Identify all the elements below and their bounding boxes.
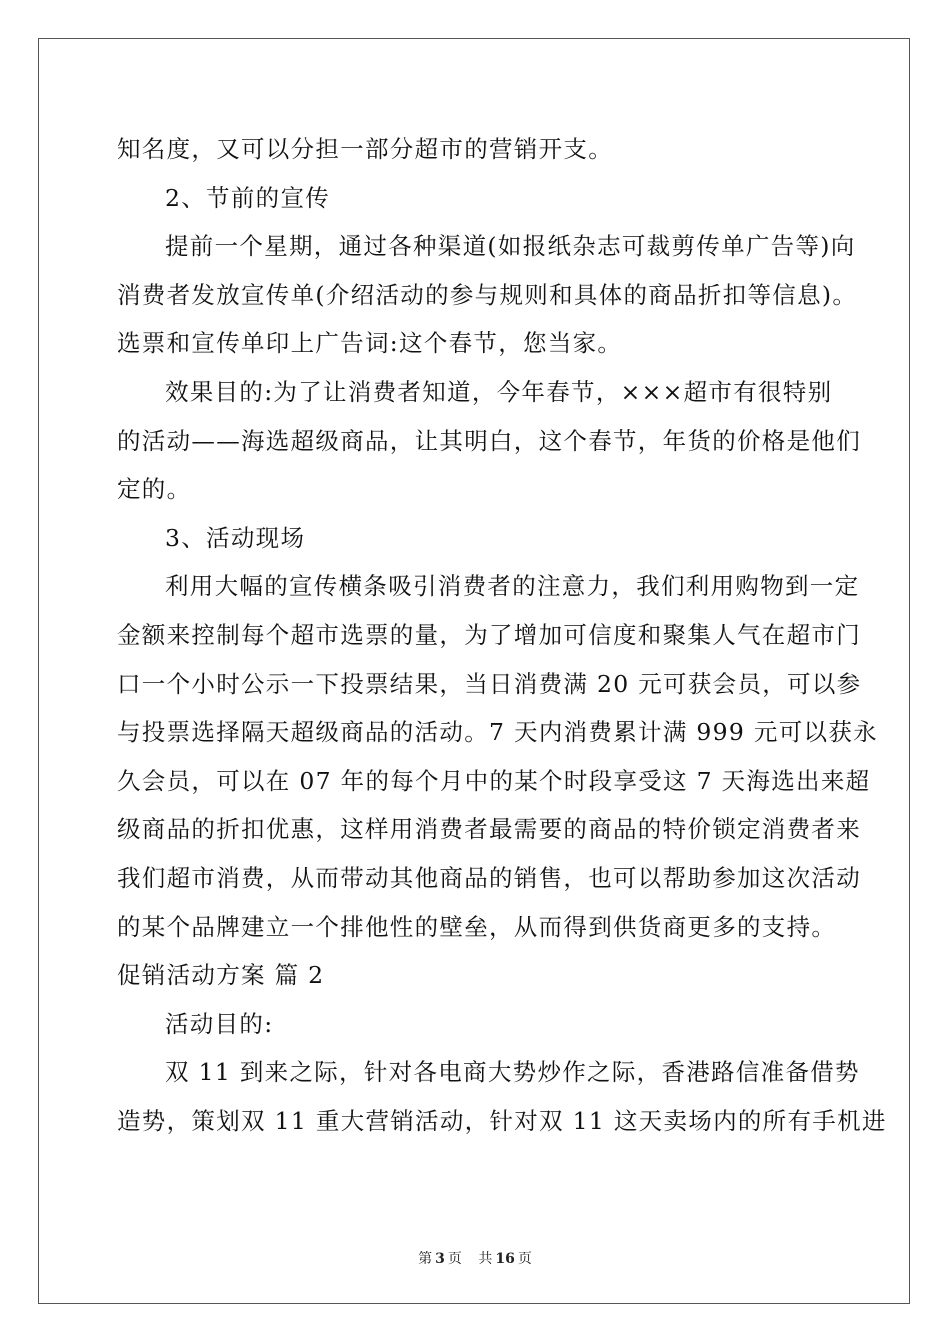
text-line-20: 双 11 到来之际，针对各电商大势炒作之际，香港路信准备借势 [165,1058,860,1087]
text-line-15: 级商品的折扣优惠，这样用消费者最需要的商品的特价锁定消费者来 [117,815,861,844]
page-suffix: 页 [447,1251,462,1267]
text-line-21: 造势，策划双 11 重大营销活动，针对双 11 这天卖场内的所有手机进 [117,1106,887,1135]
text-line-5: 选票和宣传单印上广告词:这个春节，您当家。 [117,329,623,358]
page-footer [0,1248,950,1268]
text-line-17: 的某个品牌建立一个排他性的壁垒，从而得到供货商更多的支持。 [117,912,837,941]
text-line-10: 利用大幅的宣传横条吸引消费者的注意力，我们利用购物到一定 [165,572,860,601]
text-line-13: 与投票选择隔天超级商品的活动。7 天内消费累计满 999 元可以获永 [117,718,878,747]
text-line-8: 定的。 [117,475,192,504]
page-number-indicator [415,1251,465,1267]
section-heading-activity-purpose: 活动目的: [165,1009,274,1038]
text-line-14: 久会员，可以在 07 年的每个月中的某个时段享受这 7 天海选出来超 [117,766,871,795]
text-line-1: 知名度，又可以分担一部分超市的营销开支。 [117,135,613,163]
page-prefix: 第 [418,1251,433,1267]
section-title-plan-2: 促销活动方案 篇 2 [117,961,325,990]
text-line-12: 口一个小时公示一下投票结果，当日消费满 20 元可获会员，可以参 [117,669,862,698]
section-heading-pre-holiday-promotion: 2、节前的宣传 [165,183,331,212]
section-heading-event-site: 3、活动现场 [165,523,306,552]
total-prefix: 共 [478,1251,493,1267]
text-line-6: 效果目的:为了让消费者知道，今年春节，×××超市有很特别 [165,377,833,406]
text-line-3: 提前一个星期，通过各种渠道(如报纸杂志可裁剪传单广告等)向 [165,232,856,261]
text-line-16: 我们超市消费，从而带动其他商品的销售，也可以帮助参加这次活动 [117,863,861,892]
total-pages-indicator [475,1251,534,1267]
total-page-count: 16 [495,1251,515,1267]
document-body [117,125,887,1145]
text-line-7: 的活动——海选超级商品，让其明白，这个春节，年货的价格是他们 [117,426,861,455]
text-line-11: 金额来控制每个超市选票的量，为了增加可信度和聚集人气在超市门 [117,620,861,649]
current-page-number: 3 [435,1251,445,1267]
text-line-4: 消费者发放宣传单(介绍活动的参与规则和具体的商品折扣等信息)。 [117,280,858,309]
total-suffix: 页 [517,1251,532,1267]
